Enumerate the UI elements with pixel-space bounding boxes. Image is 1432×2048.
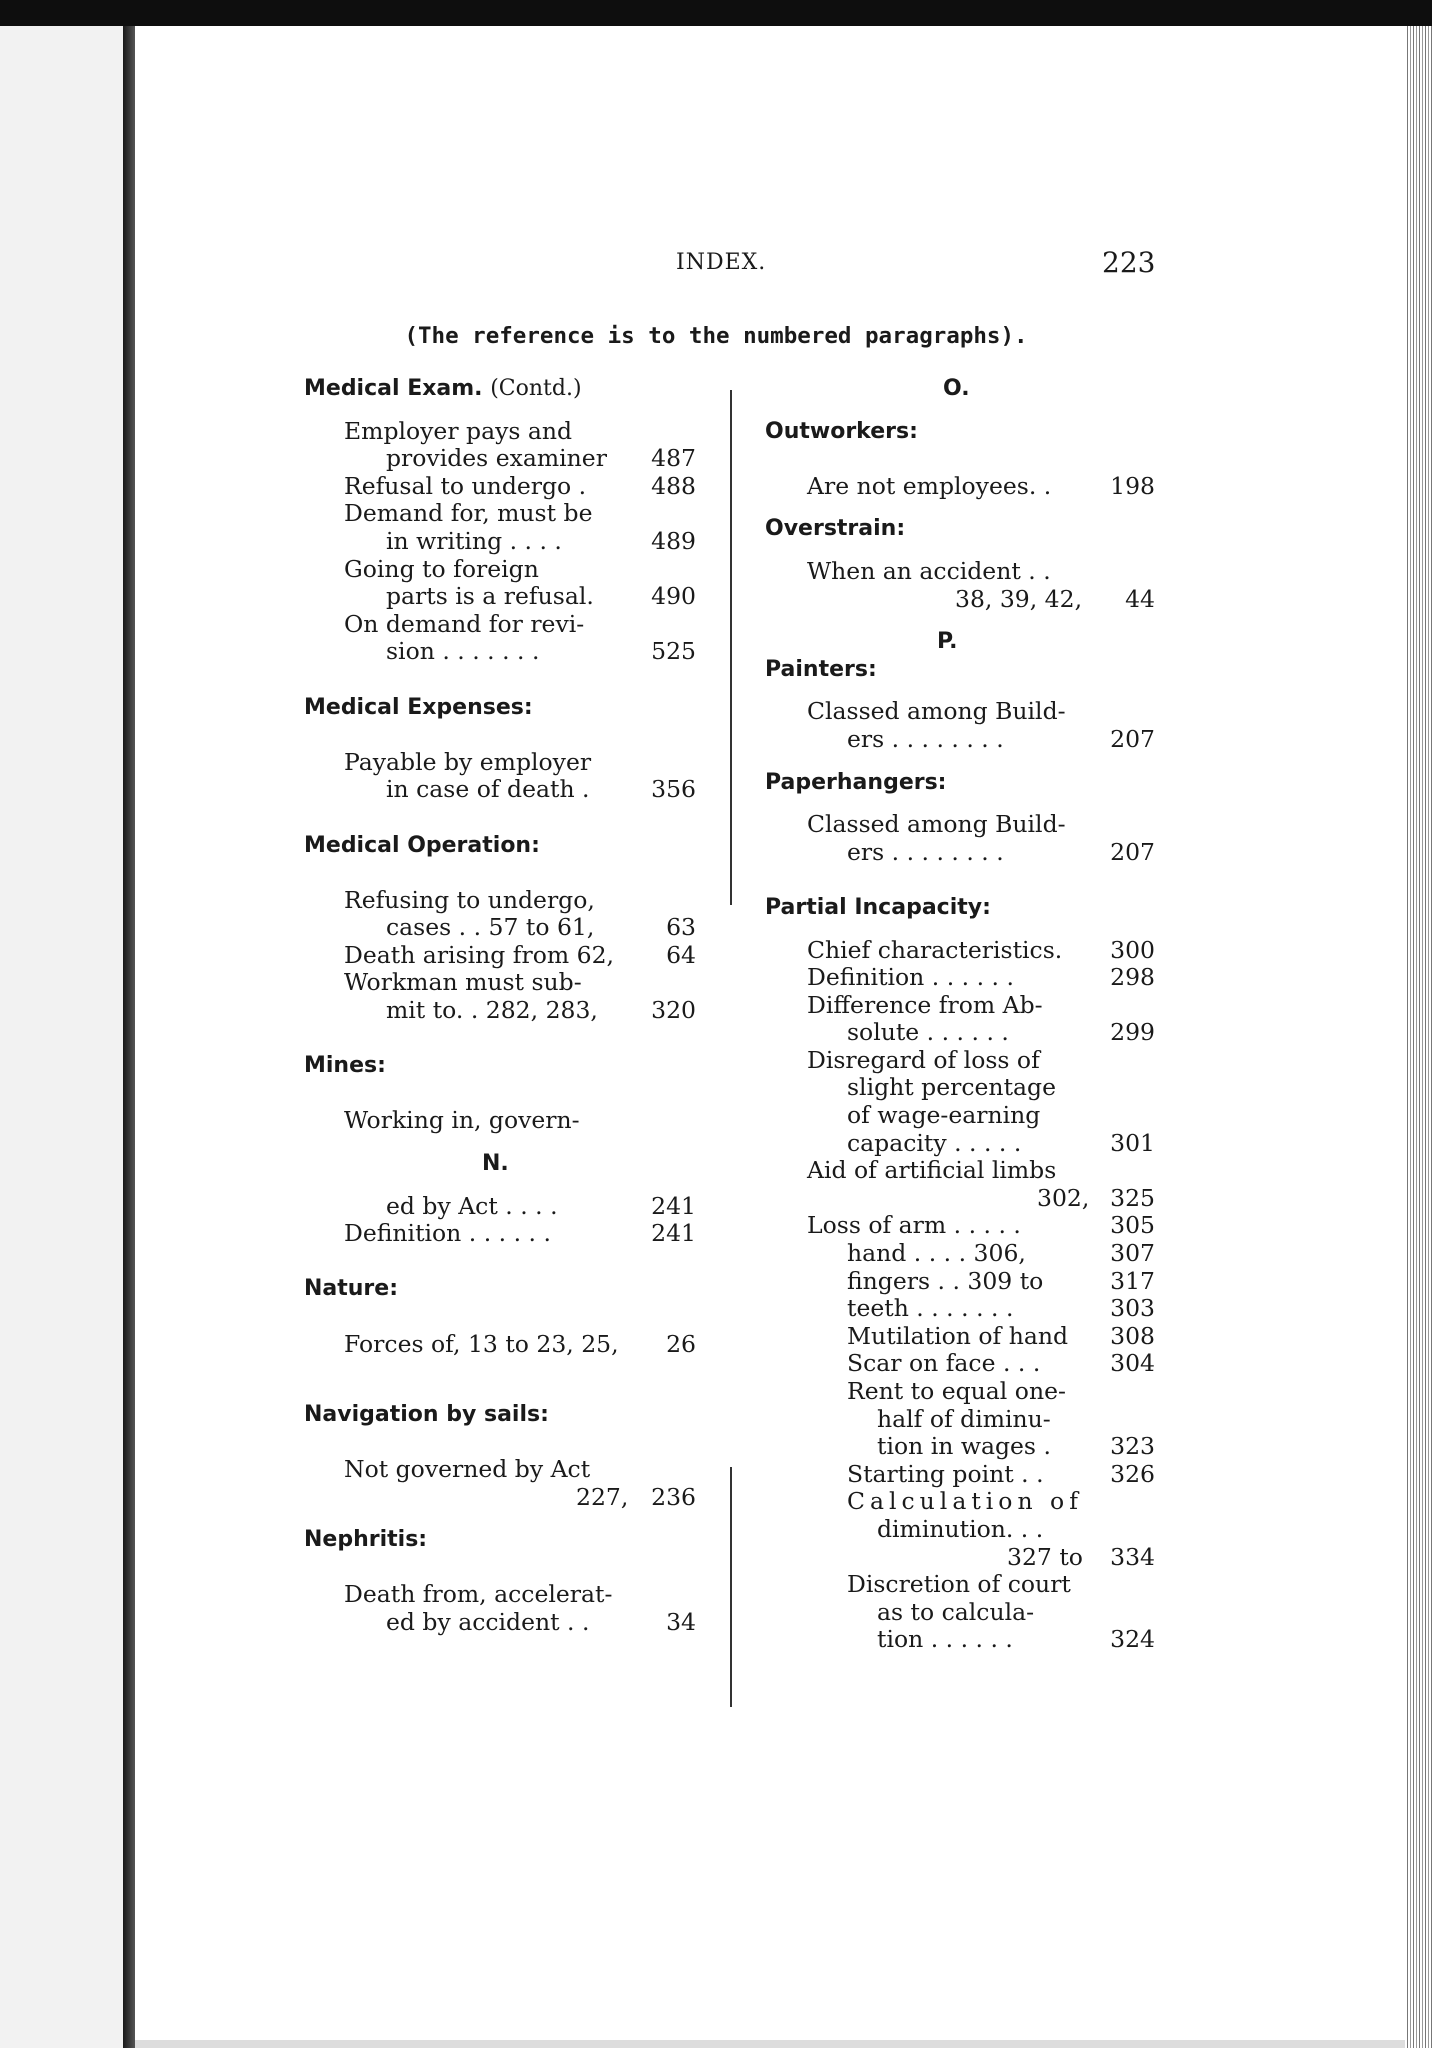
entry-text: solute . . . . . .	[847, 1018, 1009, 1047]
index-entry	[304, 500, 694, 528]
index-heading: Mines:	[304, 1053, 386, 1079]
entry-text: Working in, govern-	[344, 1106, 580, 1135]
index-entry	[304, 638, 694, 666]
entry-text: tion . . . . . .	[877, 1625, 1013, 1654]
index-heading: Navigation by sails:	[304, 1401, 549, 1427]
entry-text: Definition . . . . . .	[807, 963, 1014, 992]
scan-border-bottom	[135, 2040, 1405, 2048]
index-entry	[304, 914, 694, 942]
reference-note: (The reference is to the numbered paragraphs).	[404, 323, 1028, 349]
index-entry	[765, 1240, 1155, 1268]
letter-text: N.	[482, 1151, 509, 1177]
entry-text: Forces of, 13 to 23, 25,	[344, 1329, 619, 1358]
entry-text: capacity . . . . .	[847, 1128, 1022, 1157]
index-entry	[765, 1130, 1155, 1158]
entry-text: Mutilation of hand	[847, 1321, 1069, 1350]
entry-page: 34	[666, 1607, 696, 1636]
index-entry	[765, 1433, 1155, 1461]
index-entry	[765, 1295, 1155, 1323]
entry-page: 236	[651, 1482, 696, 1511]
index-entry	[304, 583, 694, 611]
index-entry	[765, 937, 1155, 965]
index-entry	[765, 1378, 1155, 1406]
entry-page: 489	[651, 526, 696, 555]
entry-text: Refusing to undergo,	[344, 885, 595, 914]
index-entry	[765, 586, 1155, 614]
entry-page: 324	[1110, 1625, 1155, 1654]
index-entry	[765, 1516, 1155, 1544]
entry-text: cases . . 57 to 61,	[386, 913, 595, 942]
entry-text: parts is a refusal.	[386, 582, 594, 611]
entry-text: Classed among Build-	[807, 810, 1066, 839]
index-entry	[304, 997, 694, 1025]
entry-text: Death arising from 62,	[344, 940, 614, 969]
entry-text: of wage-earning	[847, 1101, 1041, 1130]
index-entry	[765, 1461, 1155, 1489]
index-entry	[304, 528, 694, 556]
entry-page: 326	[1110, 1459, 1155, 1488]
entry-page: 198	[1110, 471, 1155, 500]
index-entry	[304, 1609, 694, 1637]
index-heading: Medical Operation:	[304, 832, 540, 858]
entry-page: 305	[1110, 1211, 1155, 1240]
entry-page: 490	[651, 582, 696, 611]
entry-text: teeth . . . . . . .	[847, 1294, 1014, 1323]
index-entry	[304, 1484, 694, 1512]
index-entry	[304, 1220, 694, 1248]
index-entry	[765, 1323, 1155, 1351]
entry-text: Starting point . .	[847, 1459, 1044, 1488]
entry-text: Chief characteristics.	[807, 935, 1063, 964]
index-column-left	[304, 375, 694, 1637]
entry-text: hand . . . . 306,	[847, 1239, 1026, 1268]
index-entry	[765, 811, 1155, 839]
index-entry	[765, 1268, 1155, 1296]
entry-page: 488	[651, 471, 696, 500]
entry-text: provides examiner	[386, 444, 607, 473]
entry-text: mit to. . 282, 283,	[386, 996, 598, 1025]
entry-text: slight percentage	[847, 1073, 1056, 1102]
entry-text: Disregard of loss of	[807, 1045, 1040, 1074]
index-entry	[304, 969, 694, 997]
entry-page: 304	[1110, 1349, 1155, 1378]
index-entry	[765, 1544, 1155, 1572]
entry-text: Calculation of	[847, 1487, 1083, 1516]
index-entry	[304, 1107, 694, 1135]
index-entry	[765, 1102, 1155, 1130]
entry-text: Discretion of court	[847, 1570, 1071, 1599]
index-heading: Medical Expenses:	[304, 694, 533, 720]
entry-text: Going to foreign	[344, 554, 539, 583]
entry-text: Definition . . . . . .	[344, 1219, 551, 1248]
index-entry	[304, 1581, 694, 1609]
index-entry	[765, 1571, 1155, 1599]
entry-text: Scar on face . . .	[847, 1349, 1041, 1378]
entry-text: tion in wages .	[877, 1432, 1051, 1461]
entry-page: 44	[1125, 584, 1155, 613]
entry-text: diminution. . .	[877, 1514, 1044, 1543]
index-heading: Partial Incapacity:	[765, 894, 991, 920]
entry-text: ed by Act . . . .	[386, 1191, 558, 1220]
entry-text: as to calcula-	[877, 1597, 1035, 1626]
entry-page: 241	[651, 1191, 696, 1220]
entry-text: On demand for revi-	[344, 609, 585, 638]
heading-text: Medical Exam.	[304, 376, 483, 401]
index-column-right	[765, 375, 1155, 1654]
index-entry	[765, 698, 1155, 726]
index-entry	[304, 1456, 694, 1484]
entry-text: 227,	[576, 1482, 629, 1511]
entry-text: Death from, accelerat-	[344, 1580, 613, 1609]
entry-text: half of diminu-	[877, 1404, 1051, 1433]
entry-page: 525	[651, 637, 696, 666]
entry-page: 303	[1110, 1294, 1155, 1323]
facing-page	[0, 20, 123, 2048]
entry-text: Demand for, must be	[344, 499, 593, 528]
index-heading: Outworkers:	[765, 418, 918, 444]
index-heading: Nephritis:	[304, 1527, 428, 1553]
entry-page: 63	[666, 913, 696, 942]
index-entry	[765, 839, 1155, 867]
entry-page: 301	[1110, 1128, 1155, 1157]
index-entry	[304, 418, 694, 446]
entry-text: Workman must sub-	[344, 968, 582, 997]
index-entry	[765, 1350, 1155, 1378]
index-entry	[304, 445, 694, 473]
index-entry	[304, 473, 694, 501]
entry-page: 323	[1110, 1432, 1155, 1461]
book-gutter	[123, 20, 135, 2048]
index-entry	[304, 611, 694, 639]
section-letter	[765, 375, 1155, 403]
entry-text: 327 to	[1007, 1542, 1083, 1571]
running-head: INDEX.	[676, 250, 767, 275]
entry-text: Employer pays and	[344, 416, 573, 445]
index-entry	[765, 964, 1155, 992]
entry-text: in case of death .	[386, 775, 590, 804]
page-header	[0, 246, 1432, 284]
entry-page: 487	[651, 444, 696, 473]
index-entry	[304, 1193, 694, 1221]
entry-page: 320	[651, 996, 696, 1025]
index-entry	[765, 1626, 1155, 1654]
index-entry	[765, 1212, 1155, 1240]
entry-page: 241	[651, 1219, 696, 1248]
index-entry	[304, 942, 694, 970]
index-entry	[304, 749, 694, 777]
index-entry	[765, 1406, 1155, 1434]
entry-text: Payable by employer	[344, 747, 592, 776]
index-entry	[765, 992, 1155, 1020]
index-heading: Painters:	[765, 656, 877, 682]
entry-text: Classed among Build-	[807, 697, 1066, 726]
entry-page: 26	[666, 1329, 696, 1358]
section-letter	[304, 1150, 694, 1178]
column-divider	[730, 390, 732, 905]
index-entry	[765, 726, 1155, 754]
entry-text: Not governed by Act	[344, 1454, 591, 1483]
index-entry	[765, 1019, 1155, 1047]
entry-text: ers . . . . . . . .	[847, 837, 1004, 866]
index-entry	[765, 1488, 1155, 1516]
letter-text: O.	[943, 376, 970, 401]
entry-text: 302,	[1037, 1183, 1090, 1212]
column-divider	[730, 1467, 732, 1707]
entry-text: Refusal to undergo .	[344, 471, 587, 500]
entry-text: in writing . . . .	[386, 526, 562, 555]
entry-text: sion . . . . . . .	[386, 637, 540, 666]
entry-text: Rent to equal one-	[847, 1377, 1066, 1405]
entry-page: 356	[651, 775, 696, 804]
index-entry	[304, 1331, 694, 1359]
letter-text: P.	[937, 629, 958, 655]
index-entry	[765, 558, 1155, 586]
entry-text: ers . . . . . . . .	[847, 724, 1004, 753]
entry-page: 299	[1110, 1018, 1155, 1047]
entry-page: 308	[1110, 1321, 1155, 1350]
index-entry	[765, 1157, 1155, 1185]
index-entry	[304, 556, 694, 584]
index-entry	[765, 1185, 1155, 1213]
index-heading: Overstrain:	[765, 516, 906, 542]
entry-text: Are not employees. .	[807, 471, 1052, 500]
index-entry	[765, 473, 1155, 501]
section-letter	[765, 628, 1155, 656]
entry-text: 38, 39, 42,	[955, 584, 1083, 613]
heading-contd: (Contd.)	[490, 376, 582, 401]
page-edges-right	[1405, 26, 1432, 2048]
entry-page: 298	[1110, 963, 1155, 992]
entry-page: 64	[666, 940, 696, 969]
entry-page: 300	[1110, 935, 1155, 964]
entry-text: Aid of artificial limbs	[807, 1156, 1057, 1185]
index-heading: Nature:	[304, 1276, 399, 1302]
index-entry	[765, 1047, 1155, 1075]
entry-text: fingers . . 309 to	[847, 1266, 1044, 1295]
entry-page: 207	[1110, 724, 1155, 753]
entry-page: 334	[1110, 1542, 1155, 1571]
entry-text: Difference from Ab-	[807, 990, 1043, 1019]
index-entry	[304, 776, 694, 804]
entry-page: 307	[1110, 1239, 1155, 1268]
entry-page: 325	[1110, 1183, 1155, 1212]
entry-text: Loss of arm . . . . .	[807, 1211, 1021, 1240]
index-entry	[765, 1074, 1155, 1102]
scan-border-top	[0, 0, 1432, 26]
index-heading	[304, 375, 694, 403]
index-heading: Paperhangers:	[765, 769, 947, 795]
page-number: 223	[1102, 246, 1156, 279]
entry-page: 317	[1110, 1266, 1155, 1295]
index-entry	[304, 887, 694, 915]
entry-text: When an accident . .	[807, 556, 1051, 585]
index-entry	[765, 1599, 1155, 1627]
entry-page: 207	[1110, 837, 1155, 866]
entry-text: ed by accident . .	[386, 1607, 590, 1636]
